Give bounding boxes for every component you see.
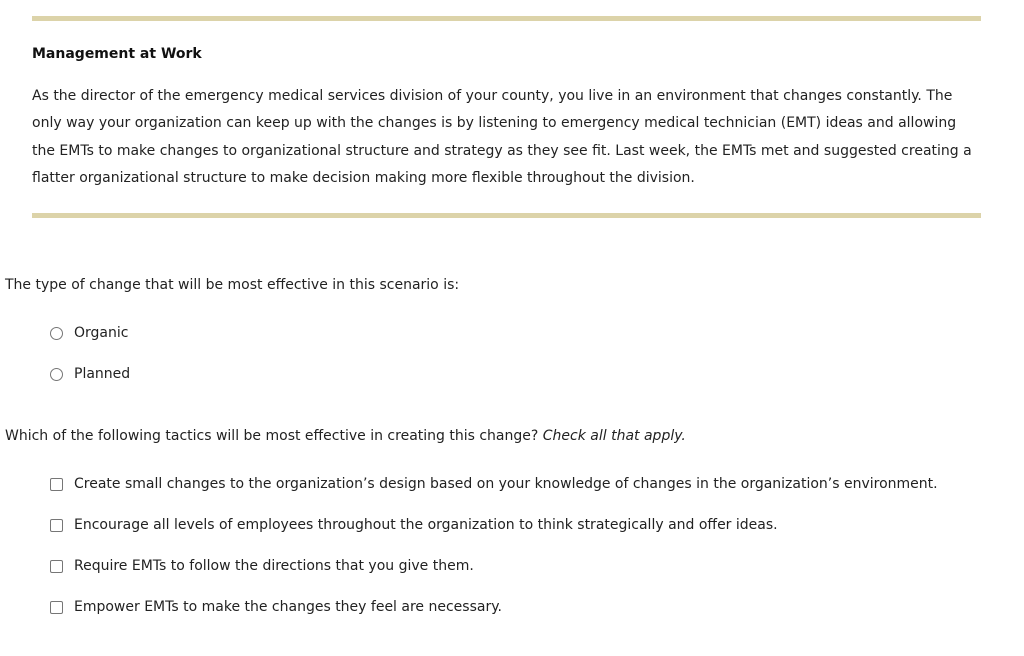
case-bottom-divider	[32, 213, 981, 218]
checkbox-option-label: Encourage all levels of employees throughout the organization to think strategically and offer ideas.	[74, 517, 778, 533]
question-2-prompt	[5, 428, 686, 444]
checkbox-option-label: Empower EMTs to make the changes they feel are necessary.	[74, 599, 502, 615]
checkbox-option-label: Create small changes to the organization’s design based on your knowledge of changes in the organization’s environment.	[74, 476, 938, 492]
radio-option-label: Organic	[74, 325, 129, 341]
checkbox-option-label: Require EMTs to follow the directions that you give them.	[74, 558, 474, 574]
question-1-prompt: The type of change that will be most effective in this scenario is:	[5, 277, 460, 293]
checkbox[interactable]	[50, 560, 63, 573]
case-title: Management at Work	[32, 46, 202, 62]
radio-option-label: Planned	[74, 366, 131, 382]
radio-button[interactable]	[50, 368, 63, 381]
checkbox[interactable]	[50, 601, 63, 614]
radio-option-organic[interactable]	[50, 323, 128, 343]
case-top-divider	[32, 16, 981, 21]
checkbox-option-small-changes[interactable]	[50, 474, 938, 494]
checkbox-option-empower-emts[interactable]	[50, 597, 502, 617]
checkbox-option-encourage-employees[interactable]	[50, 515, 778, 535]
question-2-text: Which of the following tactics will be most effective in creating this change?	[5, 428, 539, 444]
case-study-box	[32, 16, 981, 218]
checkbox[interactable]	[50, 478, 63, 491]
radio-option-planned[interactable]	[50, 364, 130, 384]
question-2-instruction: Check all that apply.	[542, 428, 686, 444]
checkbox-option-require-directions[interactable]	[50, 556, 474, 576]
radio-button[interactable]	[50, 327, 63, 340]
case-body-text: As the director of the emergency medical services division of your county, you live in an environment that changes constantly. The only way your organization can keep up with the changes is by listening to emergency medical technician (EMT) ideas and allowing the EMTs to make changes to organizational structure and strategy as they see fit. Last week, the EMTs met and suggested creating a flatter organizational structure to make decision making more flexible throughout the division.	[32, 88, 972, 186]
checkbox[interactable]	[50, 519, 63, 532]
